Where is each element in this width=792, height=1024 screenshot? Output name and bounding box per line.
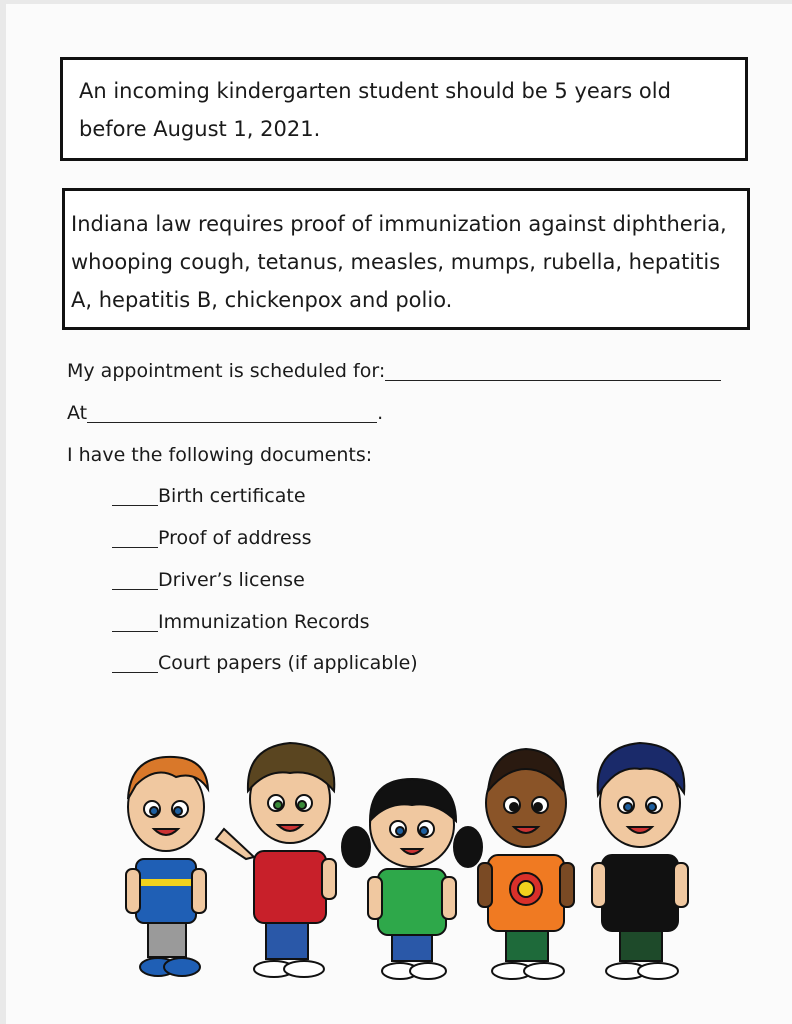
- children-illustration: [116, 729, 696, 989]
- at-line: [67, 401, 383, 425]
- document-checkbox-blank[interactable]: [112, 487, 158, 506]
- document-checkbox-blank[interactable]: [112, 571, 158, 590]
- appointment-label: My appointment is scheduled for:: [67, 360, 386, 382]
- immunization-law-line-3: A, hepatitis B, chickenpox and polio.: [71, 288, 453, 312]
- appointment-line: [67, 359, 721, 383]
- document-label: Driver’s license: [158, 569, 305, 591]
- document-page: [6, 4, 792, 1024]
- document-item: [112, 568, 305, 592]
- document-checkbox-blank[interactable]: [112, 529, 158, 548]
- kid-4-figure: [478, 749, 574, 979]
- kid-1-figure: [126, 757, 208, 976]
- document-label: Birth certificate: [158, 485, 306, 507]
- age-requirement-box: [60, 57, 748, 161]
- appointment-blank[interactable]: [385, 362, 721, 381]
- document-item: [112, 484, 306, 508]
- documents-label: I have the following documents:: [67, 444, 373, 466]
- document-label: Immunization Records: [158, 611, 370, 633]
- at-blank[interactable]: [87, 404, 377, 423]
- document-item: [112, 610, 370, 634]
- document-item: [112, 526, 312, 550]
- at-label: At: [67, 402, 88, 424]
- kid-5-figure: [592, 743, 688, 979]
- document-label: Proof of address: [158, 527, 312, 549]
- age-requirement-line-2: before August 1, 2021.: [79, 117, 321, 141]
- document-item: [112, 651, 418, 675]
- immunization-law-line-1: Indiana law requires proof of immunization against diphtheria,: [71, 212, 727, 236]
- immunization-law-line-2: whooping cough, tetanus, measles, mumps, rubella, hepatitis: [71, 250, 721, 274]
- kid-2-figure: [216, 743, 336, 977]
- age-requirement-line-1: An incoming kindergarten student should be 5 years old: [79, 79, 671, 103]
- document-label: Court papers (if applicable): [158, 652, 418, 674]
- document-checkbox-blank[interactable]: [112, 654, 158, 673]
- kid-3-figure: [342, 779, 482, 979]
- immunization-law-box: [62, 188, 750, 330]
- at-suffix: .: [377, 402, 384, 424]
- document-checkbox-blank[interactable]: [112, 613, 158, 632]
